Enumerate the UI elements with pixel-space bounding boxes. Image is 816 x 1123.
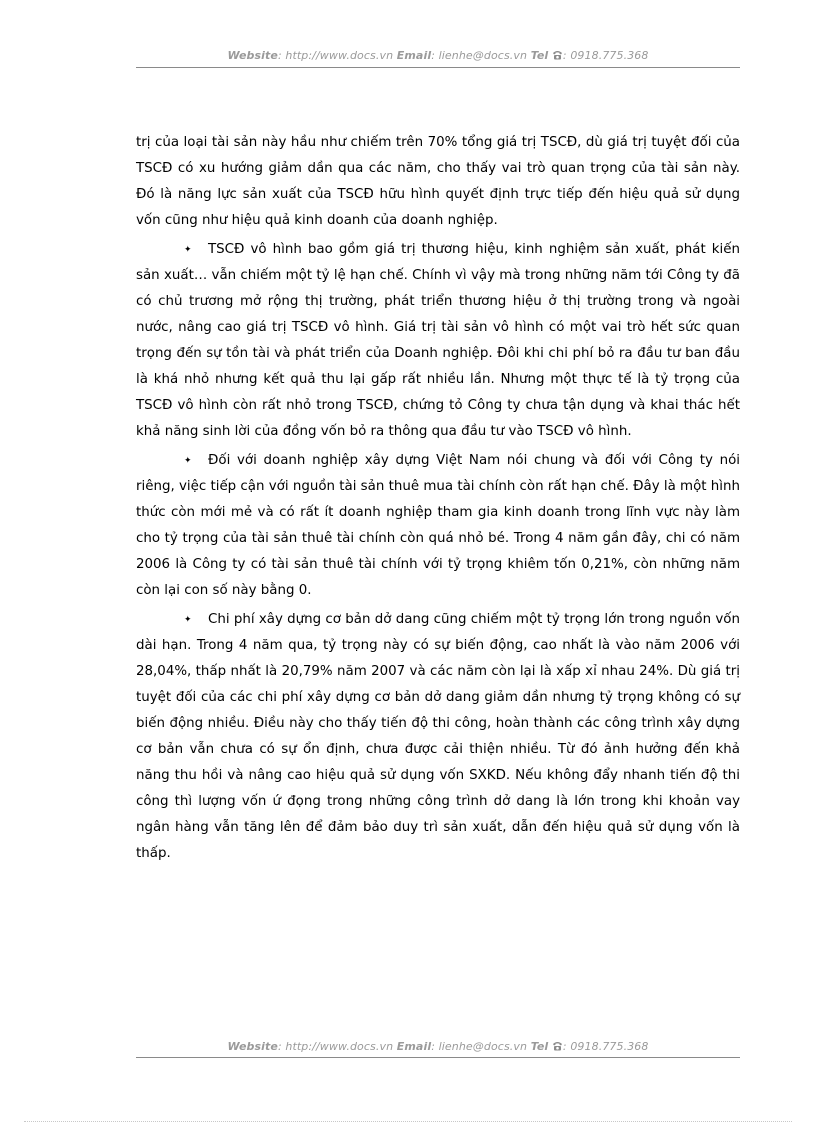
- bullet-paragraph: [136, 607, 740, 867]
- phone-icon: [552, 49, 563, 62]
- footer-email-value: : lienhe@docs.vn: [431, 1040, 528, 1053]
- header-website-value: : http://www.docs.vn: [277, 49, 394, 62]
- bullet-icon: ✦: [184, 615, 192, 625]
- paragraph: [136, 130, 740, 234]
- paragraph-text: trị của loại tài sản này hầu như chiếm trên 70% tổng giá trị TSCĐ, dù giá trị tuyệt đối của TSCĐ có xu hướng giảm dần qua các năm, cho thấy vai trò quan trọng của tài sản này. Đó là năng lực sản xuất của TSCĐ hữu hình quyết định trực tiếp đến hiệu quả sử dụng vốn cũng như hiệu quả kinh doanh của doanh nghiệp.: [136, 135, 740, 228]
- bullet-icon: ✦: [184, 245, 192, 255]
- footer-tel-label: Tel: [530, 1040, 549, 1053]
- footer-website-label: Website: [227, 1040, 278, 1053]
- footer-tel-value: : 0918.775.368: [562, 1040, 649, 1053]
- header-tel-value: : 0918.775.368: [562, 49, 649, 62]
- footer-email-label: Email: [396, 1040, 432, 1053]
- paragraph-text: Chi phí xây dựng cơ bản dở dang cũng chiếm một tỷ trọng lớn trong nguồn vốn dài hạn. Trong 4 năm qua, tỷ trọng này có sự biến động, cao nhất là vào năm 2006 với 28,04%, thấp nhất là 20,79% năm 2007 và các năm còn lại là xấp xỉ nhau 24%. Dù giá trị tuyệt đối của các chi phí xây dựng cơ bản dở dang giảm dần nhưng tỷ trọng không có sự biến động nhiều. Điều này cho thấy tiến độ thi công, hoàn thành các công trình xây dựng cơ bản vẫn chưa có sự ổn định, chưa được cải thiện nhiều. Từ đó ảnh hưởng đến khả năng thu hồi và nâng cao hiệu quả sử dụng vốn SXKD. Nếu không đẩy nhanh tiến độ thi công thì lượng vốn ứ đọng trong những công trình dở dang là lớn trong khi khoản vay ngân hàng vẫn tăng lên để đảm bảo duy trì sản xuất, dẫn đến hiệu quả sử dụng vốn là thấp.: [136, 612, 740, 861]
- header-rule: [136, 67, 740, 68]
- page-footer: [136, 1040, 740, 1060]
- header-email-label: Email: [396, 49, 432, 62]
- paragraph-text: TSCĐ vô hình bao gồm giá trị thương hiệu, kinh nghiệm sản xuất, phát kiến sản xuất… vẫn chiếm một tỷ lệ hạn chế. Chính vì vậy mà trong những năm tới Công ty đã có chủ trương mở rộng thị trường, phát triển thương hiệu ở thị trường trong và ngoài nước, nâng cao giá trị TSCĐ vô hình. Giá trị tài sản vô hình có một vai trò hết sức quan trọng đến sự tồn tài và phát triển của Doanh nghiệp. Đôi khi chi phí bỏ ra đầu tư ban đầu là khá nhỏ nhưng kết quả thu lại gấp rất nhiều lần. Nhưng một thực tế là tỷ trọng của TSCĐ vô hình còn rất nhỏ trong TSCĐ, chứng tỏ Công ty chưa tận dụng và khai thác hết khả năng sinh lời của đồng vốn bỏ ra thông qua đầu tư vào TSCĐ vô hình.: [136, 242, 740, 439]
- header-website-label: Website: [227, 49, 278, 62]
- footer-rule: [136, 1057, 740, 1058]
- paragraph-text: Đối với doanh nghiệp xây dựng Việt Nam nói chung và đối với Công ty nói riêng, việc tiếp cận với nguồn tài sản thuê mua tài chính còn rất hạn chế. Đây là một hình thức còn mới mẻ và có rất ít doanh nghiệp tham gia kinh doanh trong lĩnh vực này làm cho tỷ trọng của tài sản thuê tài chính còn quá nhỏ bé. Trong 4 năm gần đây, chi có năm 2006 là Công ty có tài sản thuê tài chính với tỷ trọng khiêm tốn 0,21%, còn những năm còn lại con số này bằng 0.: [136, 453, 740, 598]
- phone-icon: [552, 1040, 563, 1053]
- footer-website-value: : http://www.docs.vn: [277, 1040, 394, 1053]
- bullet-paragraph: [136, 448, 740, 604]
- bullet-paragraph: [136, 237, 740, 445]
- header-email-value: : lienhe@docs.vn: [431, 49, 528, 62]
- page-edge: [24, 1121, 792, 1122]
- document-body: [136, 130, 740, 870]
- bullet-icon: ✦: [184, 456, 192, 466]
- page-header: [136, 49, 740, 69]
- header-tel-label: Tel: [530, 49, 549, 62]
